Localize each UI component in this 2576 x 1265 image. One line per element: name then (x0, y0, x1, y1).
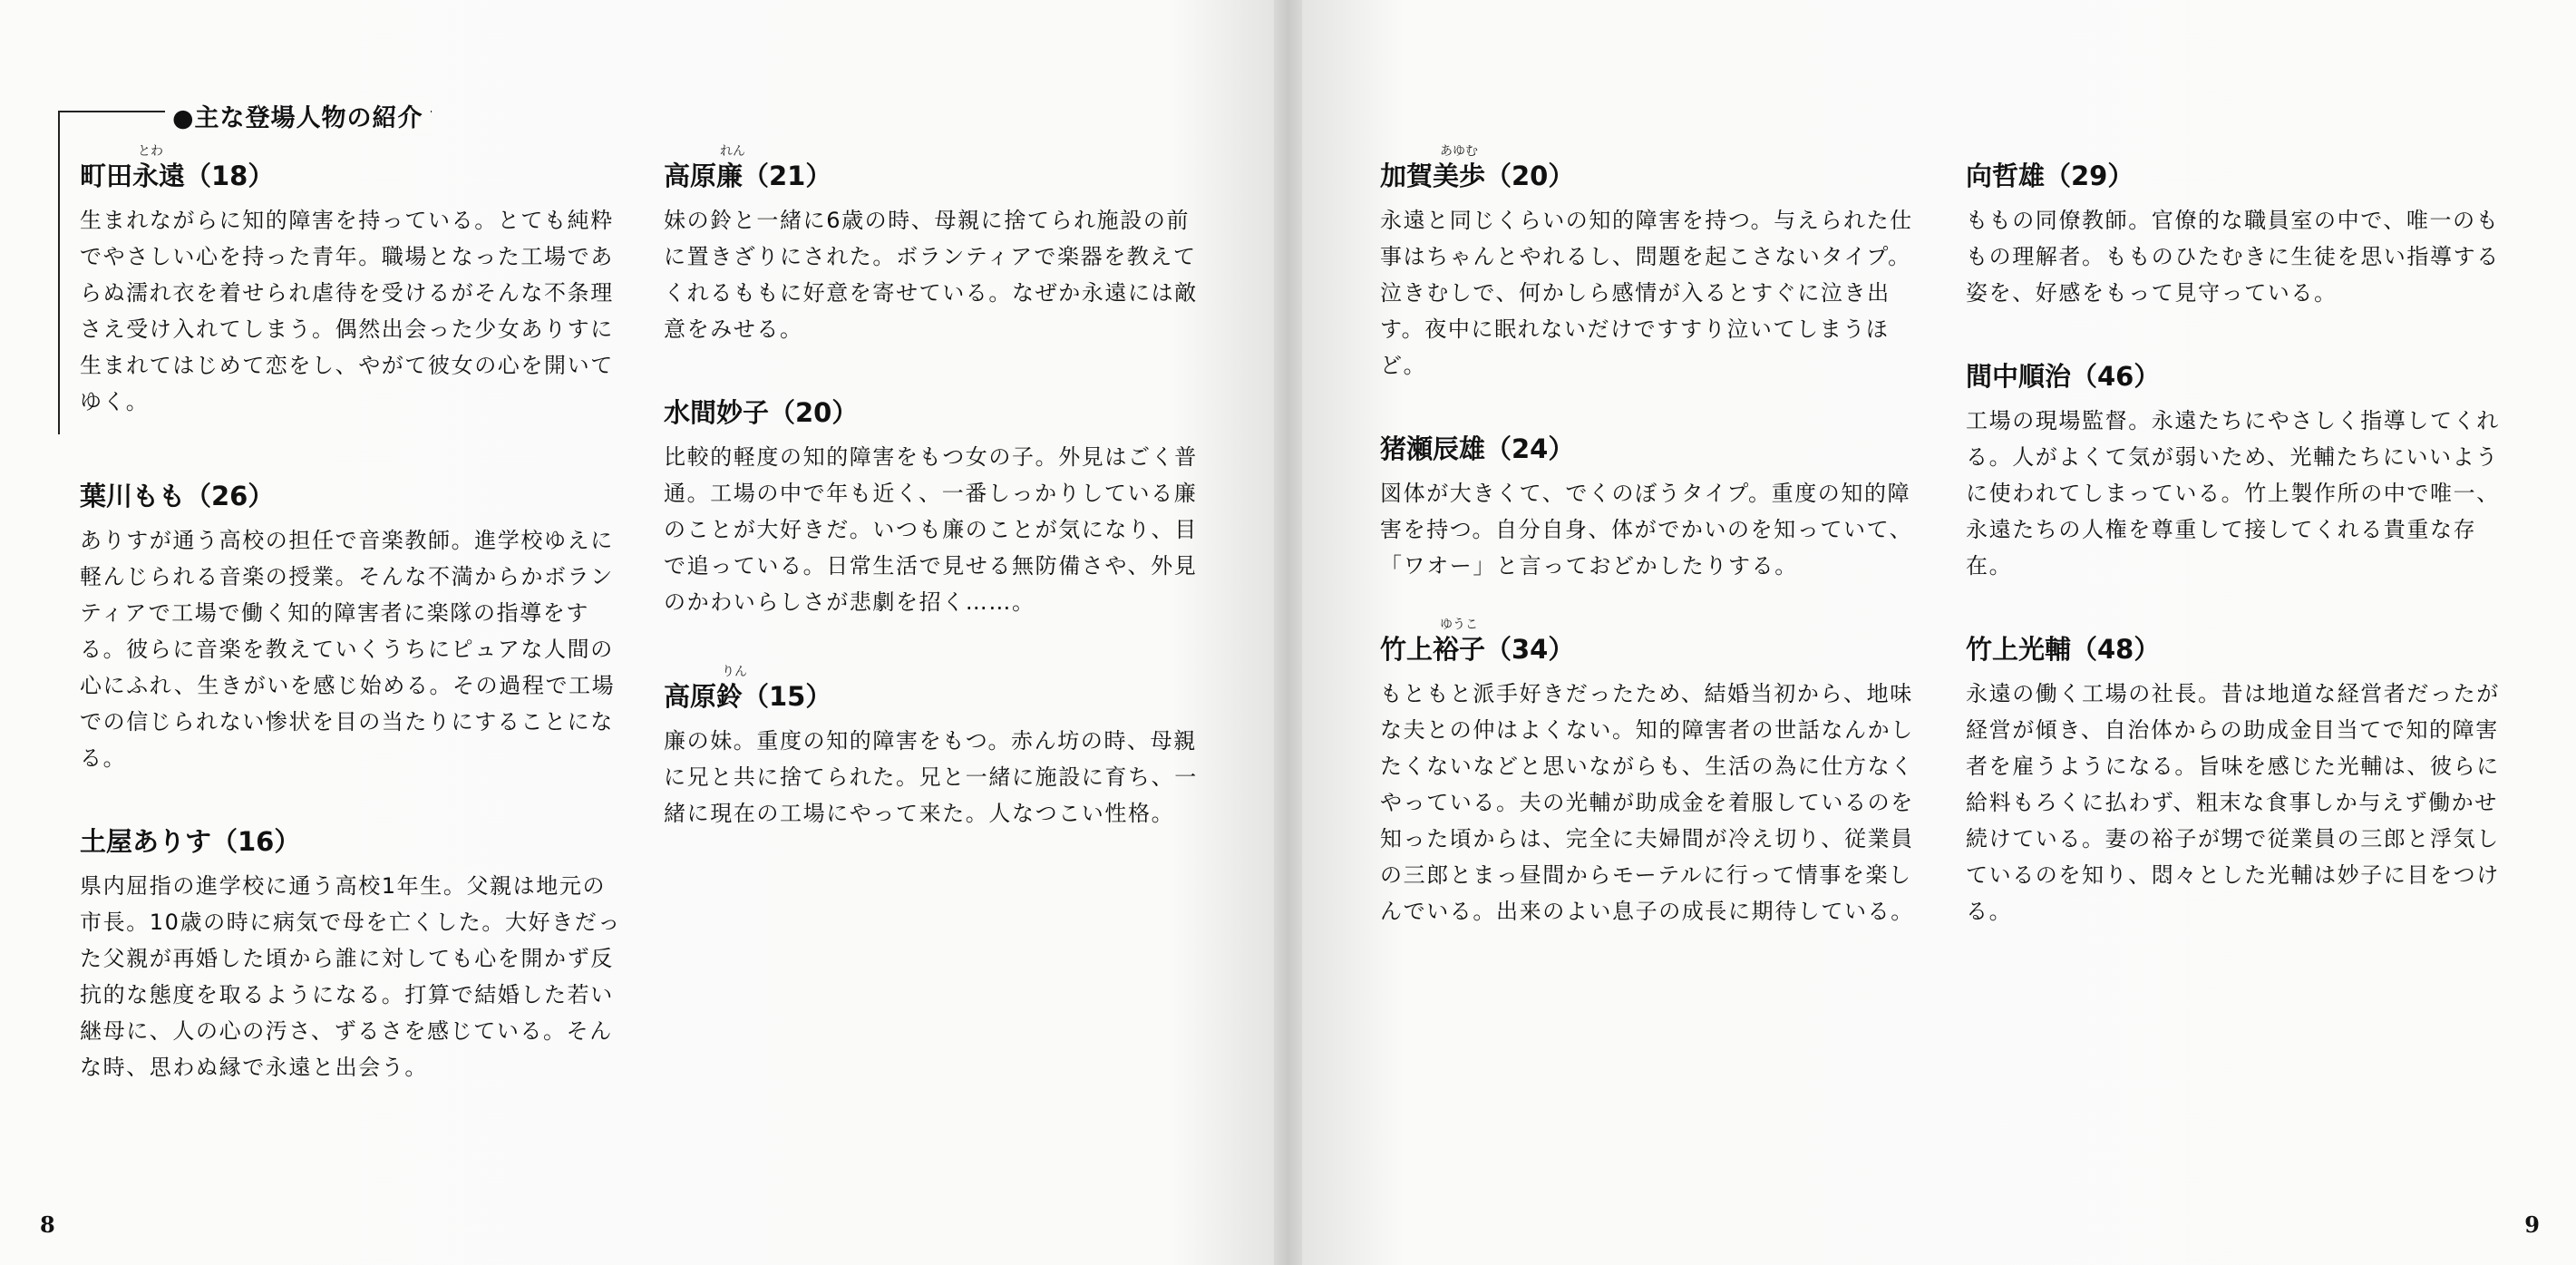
character-entry (1380, 618, 1924, 929)
name-ruby: とわ (138, 144, 163, 159)
name-ruby: れん (720, 144, 745, 159)
character-entry (1966, 345, 2510, 584)
character-description: ももの同僚教師。官僚的な職員室の中で、唯一のももの理解者。もものひたむきに生徒を思い指導する姿を、好感をもって見守っている。 (1966, 208, 2500, 306)
character-entry (1380, 418, 1924, 584)
character-name: 加賀美歩（20） (1380, 161, 1575, 191)
column-3 (1380, 145, 1924, 964)
character-description: 図体が大きくて、でくのぼうタイプ。重度の知的障害を持つ。自分自身、体がでかいのを知っていて、「ワオー」と言っておどかしたりする。 (1380, 481, 1913, 579)
character-entry (1966, 145, 2510, 311)
character-name: 竹上裕子（34） (1380, 634, 1575, 665)
character-entry (664, 145, 1208, 347)
character-description: 生まれながらに知的障害を持っている。とても純粋でやさしい心を持った青年。職場となった工場であらぬ濡れ衣を着せられ虐待を受けるがそんな不条理さえ受け入れてしまう。偶然出会った少女ありすに生まれてはじめて恋をし、やがて彼女の心を開いてゆく。 (80, 208, 614, 414)
name-ruby: ゆうこ (1440, 618, 1478, 632)
character-description: 比較的軽度の知的障害をもつ女の子。外見はごく普通。工場の中で年も近く、一番しっかりしている廉のことが大好きだ。いつも廉のことが気になり、目で追っている。日常生活で見せる無防備さや、外見のかわいらしさが悲劇を招く……。 (664, 444, 1198, 615)
section-title: ●主な登場人物の紹介 (165, 98, 431, 133)
character-description: 県内屈指の進学校に通う高校1年生。父親は地元の市長。10歳の時に病気で母を亡くした。大好きだった父親が再婚した頃から誰に対しても心を開かず反抗的な態度を取るようになる。打算で結婚した若い継母に、人の心の汚さ、ずるさを感じている。そんな時、思わぬ縁で永遠と出会う。 (80, 873, 621, 1080)
page-number-right: 9 (2524, 1211, 2540, 1238)
character-entry (80, 811, 624, 1085)
column-1 (80, 145, 624, 1120)
character-name: 土屋ありす（16） (80, 826, 301, 857)
character-name: 向哲雄（29） (1966, 161, 2134, 191)
character-name: 猪瀬辰雄（24） (1380, 433, 1575, 464)
character-name: 竹上光輔（48） (1966, 634, 2161, 665)
left-page (0, 0, 1274, 1265)
character-entry (1966, 618, 2510, 929)
character-name: 水間妙子（20） (664, 397, 859, 428)
character-entry (664, 382, 1208, 620)
character-name: 高原廉（21） (664, 161, 832, 191)
book-gutter (1274, 0, 1302, 1265)
character-name: 葉川もも（26） (80, 481, 275, 511)
character-entry (1380, 145, 1924, 384)
character-entry (664, 666, 1208, 832)
character-description: 妹の鈴と一緒に6歳の時、母親に捨てられ施設の前に置きざりにされた。ボランティアで楽器を教えてくれるももに好意を寄せている。なぜか永遠には敵意をみせる。 (664, 208, 1198, 342)
character-name: 間中順治（46） (1966, 361, 2161, 392)
page-number-left: 8 (40, 1211, 55, 1238)
character-description: ありすが通う高校の担任で音楽教師。進学校ゆえに軽んじられる音楽の授業。そんな不満からかボランティアで工場で働く知的障害者に楽隊の指導をする。彼らに音楽を教えていくうちにピュアな人間の心にふれ、生きがいを感じ始める。その過程で工場での信じられない惨状を目の当たりにすることになる。 (80, 528, 616, 771)
character-description: 工場の現場監督。永遠たちにやさしく指導してくれる。人がよくて気が弱いため、光輔たちにいいように使われてしまっている。竹上製作所の中で唯一、永遠たちの人権を尊重して接してくれる貴重な存在。 (1966, 408, 2500, 579)
column-2 (664, 145, 1208, 866)
character-name: 町田永遠（18） (80, 161, 275, 191)
character-name: 高原鈴（15） (664, 681, 832, 712)
character-entry (80, 145, 624, 420)
name-ruby: あゆむ (1440, 144, 1478, 159)
character-description: 永遠と同じくらいの知的障害を持つ。与えられた仕事はちゃんとやれるし、問題を起こさないタイプ。泣きむしで、何かしら感情が入るとすぐに泣き出す。夜中に眠れないだけですすり泣いてしまうほど。 (1380, 208, 1913, 378)
name-ruby: りん (722, 665, 747, 679)
column-4 (1966, 145, 2510, 964)
character-description: 廉の妹。重度の知的障害をもつ。赤ん坊の時、母親に兄と共に捨てられた。兄と一緒に施設に育ち、一緒に現在の工場にやって来た。人なつこい性格。 (664, 728, 1198, 826)
character-entry (80, 465, 624, 776)
character-description: 永遠の働く工場の社長。昔は地道な経営者だったが経営が傾き、自治体からの助成金目当てで知的障害者を雇うようになる。旨味を感じた光輔は、彼らに給料もろくに払わず、粗末な食事しか与えず働かせ続けている。妻の裕子が甥で従業員の三郎と浮気しているのを知り、悶々とした光輔は妙子に目をつける。 (1966, 681, 2500, 924)
right-page (1302, 0, 2576, 1265)
character-description: もともと派手好きだったため、結婚当初から、地味な夫との仲はよくない。知的障害者の世話なんかしたくないなどと思いながらも、生活の為に仕方なくやっている。夫の光輔が助成金を着服しているのを知った頃からは、完全に夫婦間が冷え切り、従業員の三郎とまっ昼間からモーテルに行って情事を楽しんでいる。出来のよい息子の成長に期待している。 (1380, 681, 1914, 924)
